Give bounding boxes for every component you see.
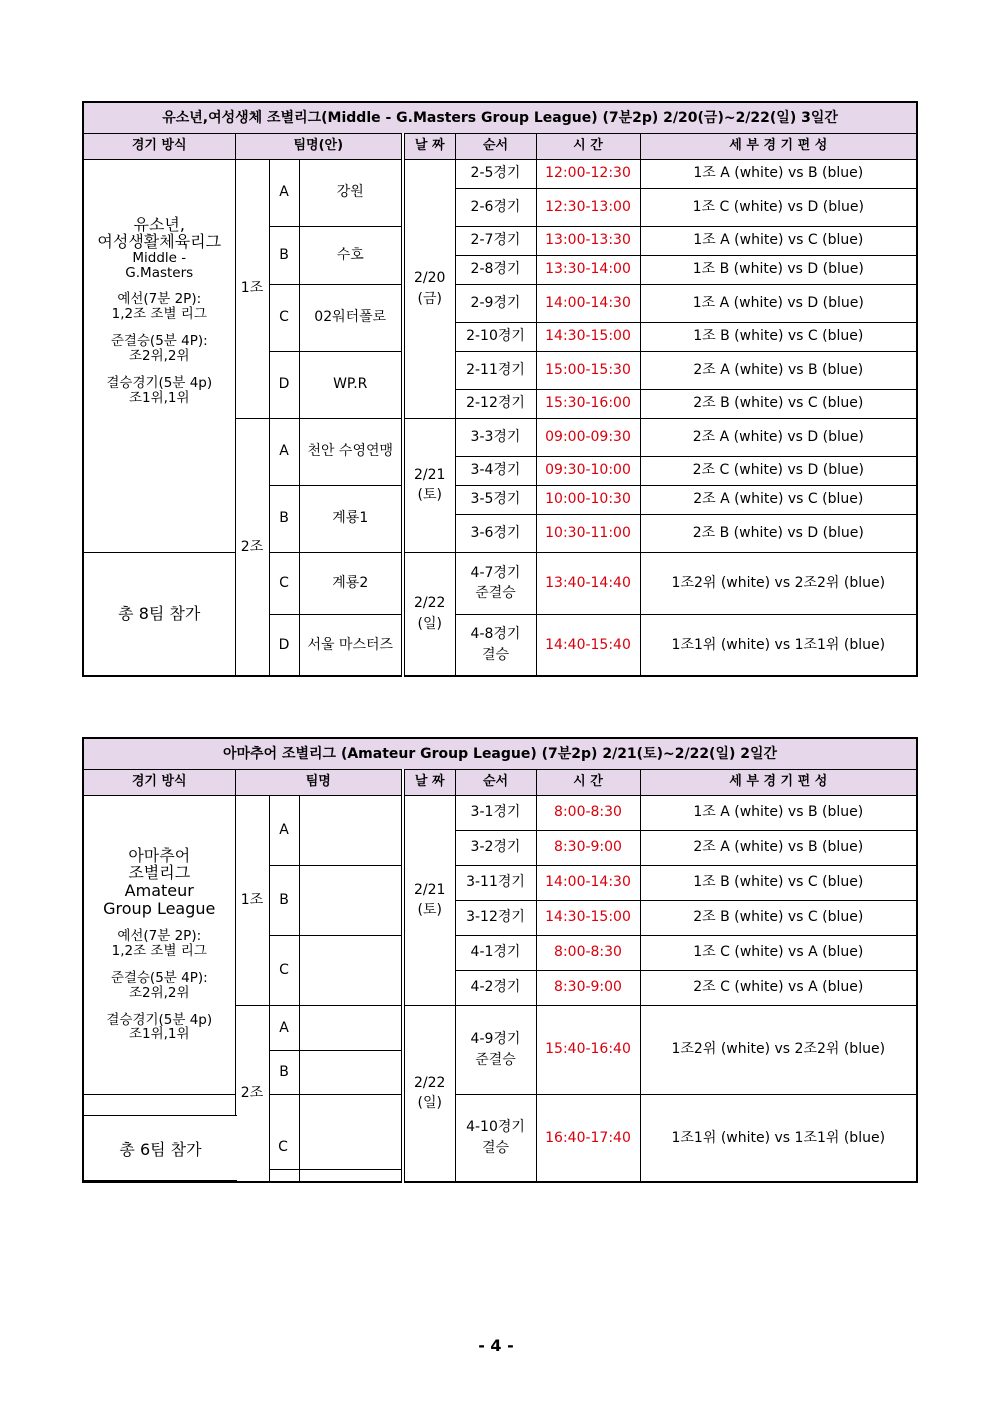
match-date (403, 552, 455, 676)
game-time: 8:30-9:00 (536, 970, 640, 1005)
game-time: 14:30-15:00 (536, 900, 640, 935)
game-detail: 2조 A (white) vs B (blue) (640, 830, 917, 865)
team-letter: C (269, 284, 299, 351)
format-line: 유소년, (133, 214, 185, 234)
game-detail: 2조 A (white) vs C (blue) (640, 485, 917, 514)
team-name-blank (300, 1105, 402, 1170)
game-order: 3-5경기 (455, 485, 536, 514)
game-detail: 1조 A (white) vs B (blue) (640, 795, 917, 830)
team-letter (269, 1005, 299, 1094)
format-line: Middle - (132, 249, 187, 266)
group-label: 1조 (235, 795, 269, 1005)
format-line: G.Masters (125, 264, 194, 281)
group-label: 2조 (235, 418, 269, 676)
team-letter: B (269, 226, 299, 284)
format-line: Amateur (124, 880, 194, 900)
team-name: WP.R (299, 351, 403, 418)
game-detail: 1조 C (white) vs A (blue) (640, 935, 917, 970)
team-name (299, 795, 403, 865)
game-round: 결승 (481, 646, 510, 663)
team-name: 계룡1 (299, 485, 403, 552)
game-time: 09:00-09:30 (536, 418, 640, 456)
format-line: 조별리그 (128, 863, 191, 883)
team-letter-value: A (270, 1006, 299, 1051)
team-name (299, 865, 403, 935)
game-order: 3-12경기 (455, 900, 536, 935)
header-order: 순서 (455, 769, 536, 795)
game-order: 2-8경기 (455, 255, 536, 284)
game-time: 13:30-14:00 (536, 255, 640, 284)
game-time: 13:00-13:30 (536, 226, 640, 255)
game-time: 8:00-8:30 (536, 795, 640, 830)
game-detail: 2조 B (white) vs C (blue) (640, 389, 917, 418)
game-order: 2-12경기 (455, 389, 536, 418)
game-order: 3-4경기 (455, 456, 536, 485)
page-number: - 4 - (478, 1336, 514, 1355)
format-line: 결승경기(5분 4p) (106, 374, 213, 391)
group-label: 1조 (235, 159, 269, 418)
middle-gmasters-schedule-table (82, 101, 918, 677)
header-format: 경기 방식 (83, 133, 235, 159)
game-time: 16:40-17:40 (536, 1094, 640, 1182)
date-day: (일) (417, 615, 442, 632)
date-value: 2/22 (414, 1074, 446, 1091)
game-order (455, 1094, 536, 1182)
game-detail: 2조 A (white) vs D (blue) (640, 418, 917, 456)
game-detail: 2조 B (white) vs D (blue) (640, 514, 917, 552)
team-name (299, 1094, 403, 1182)
game-time: 09:30-10:00 (536, 456, 640, 485)
game-detail: 2조 C (white) vs A (blue) (640, 970, 917, 1005)
format-line: 조2위,2위 (128, 347, 190, 364)
game-detail: 1조 B (white) vs C (blue) (640, 322, 917, 351)
format-description (83, 159, 235, 552)
format-line: 아마추어 (128, 845, 191, 865)
format-line: 예선(7분 2P): (117, 928, 202, 945)
format-line: 준결승(5분 4P): (110, 333, 208, 350)
date-value: 2/20 (414, 270, 446, 287)
team-letter: C (278, 1139, 288, 1155)
game-time: 8:00-8:30 (536, 935, 640, 970)
match-date (403, 795, 455, 1005)
date-day: (일) (417, 1095, 442, 1112)
team-letter: A (269, 795, 299, 865)
team-letter: C (269, 935, 299, 1005)
team-name: 천안 수영연맹 (299, 418, 403, 485)
game-order-code: 4-9경기 (470, 1031, 521, 1048)
format-line: 준결승(5분 4P): (110, 969, 208, 986)
header-format: 경기 방식 (83, 769, 235, 795)
game-detail: 1조2위 (white) vs 2조2위 (blue) (640, 552, 917, 614)
team-name: 서울 마스터즈 (299, 614, 403, 676)
header-team: 팀명(안) (235, 133, 403, 159)
team-letter: B (269, 485, 299, 552)
team-letter: C (269, 552, 299, 614)
header-date: 날 짜 (403, 769, 455, 795)
game-time: 8:30-9:00 (536, 830, 640, 865)
format-line: Group League (103, 898, 216, 918)
game-order: 2-7경기 (455, 226, 536, 255)
team-name-value (300, 1051, 402, 1094)
total-teams: 총 8팀 참가 (83, 552, 235, 676)
team-name: 02워터폴로 (299, 284, 403, 351)
header-time: 시 간 (536, 133, 640, 159)
game-detail: 1조 A (white) vs B (blue) (640, 159, 917, 188)
game-time: 14:30-15:00 (536, 322, 640, 351)
game-time: 15:40-16:40 (536, 1005, 640, 1094)
header-time: 시 간 (536, 769, 640, 795)
match-date (403, 418, 455, 552)
format-line: 여성생활체육리그 (97, 232, 222, 252)
game-time: 12:30-13:00 (536, 188, 640, 226)
game-detail: 1조 A (white) vs C (blue) (640, 226, 917, 255)
header-date: 날 짜 (403, 133, 455, 159)
game-order: 3-1경기 (455, 795, 536, 830)
format-line: 예선(7분 2P): (117, 291, 202, 308)
game-round: 결승 (481, 1139, 510, 1156)
game-detail: 2조 A (white) vs B (blue) (640, 351, 917, 389)
game-order: 2-10경기 (455, 322, 536, 351)
game-time: 10:30-11:00 (536, 514, 640, 552)
game-order: 2-6경기 (455, 188, 536, 226)
team-letter-value: B (279, 1063, 289, 1080)
game-order: 3-11경기 (455, 865, 536, 900)
game-time: 15:00-15:30 (536, 351, 640, 389)
header-team: 팀명 (235, 769, 403, 795)
date-day: (토) (417, 487, 442, 503)
game-order-code: 4-8경기 (470, 626, 521, 643)
game-time: 14:40-15:40 (536, 614, 640, 676)
total-teams-label: 총 6팀 참가 (82, 1115, 237, 1182)
team-name (299, 1005, 403, 1094)
group-label: 2조 (235, 1005, 269, 1182)
team-name-value (300, 1006, 402, 1051)
format-line: 결승경기(5분 4p) (106, 1011, 213, 1028)
game-order: 2-9경기 (455, 284, 536, 322)
team-name: 강원 (299, 159, 403, 226)
team-name (299, 935, 403, 1005)
match-date (403, 159, 455, 418)
header-detail: 세 부 경 기 편 성 (640, 769, 917, 795)
game-order (455, 614, 536, 676)
game-round: 준결승 (475, 585, 516, 601)
game-time: 15:30-16:00 (536, 389, 640, 418)
table-title: 유소년,여성생체 조별리그(Middle - G.Masters Group League) (7분2p) 2/20(금)~2/22(일) 3일간 (83, 102, 917, 133)
game-time: 12:00-12:30 (536, 159, 640, 188)
format-line: 1,2조 조별 리그 (111, 943, 207, 959)
game-detail: 1조 A (white) vs D (blue) (640, 284, 917, 322)
game-order: 4-1경기 (455, 935, 536, 970)
team-name: 계룡2 (299, 552, 403, 614)
game-order: 3-2경기 (455, 830, 536, 865)
format-line: 조2위,2위 (128, 984, 190, 1001)
game-detail: 1조2위 (white) vs 2조2위 (blue) (640, 1005, 917, 1094)
game-time: 14:00-14:30 (536, 865, 640, 900)
table-title: 아마추어 조별리그 (Amateur Group League) (7분2p) 2/21(토)~2/22(일) 2일간 (83, 738, 917, 769)
team-letter: A (269, 418, 299, 485)
format-line: 1,2조 조별 리그 (111, 306, 207, 323)
game-detail: 2조 C (white) vs D (blue) (640, 456, 917, 485)
date-day: (토) (417, 902, 442, 918)
format-line: 조1위,1위 (128, 389, 190, 406)
game-order: 3-3경기 (455, 418, 536, 456)
date-day: (금) (417, 290, 442, 307)
format-line: 조1위,1위 (128, 1026, 190, 1043)
team-letter: B (269, 865, 299, 935)
game-order (455, 1005, 536, 1094)
game-order: 4-2경기 (455, 970, 536, 1005)
game-detail: 1조 B (white) vs D (blue) (640, 255, 917, 284)
format-description (83, 795, 235, 1094)
game-detail: 1조1위 (white) vs 1조1위 (blue) (640, 614, 917, 676)
date-value: 2/22 (414, 595, 446, 612)
match-date (403, 1005, 455, 1182)
team-name: 수호 (299, 226, 403, 284)
game-detail: 1조 B (white) vs C (blue) (640, 865, 917, 900)
date-value: 2/21 (414, 881, 446, 898)
header-order: 순서 (455, 133, 536, 159)
game-time: 13:40-14:40 (536, 552, 640, 614)
game-detail: 2조 B (white) vs C (blue) (640, 900, 917, 935)
game-time: 14:00-14:30 (536, 284, 640, 322)
game-order: 3-6경기 (455, 514, 536, 552)
game-detail: 1조1위 (white) vs 1조1위 (blue) (640, 1094, 917, 1182)
game-order (455, 552, 536, 614)
team-letter: D (269, 351, 299, 418)
header-detail: 세 부 경 기 편 성 (640, 133, 917, 159)
game-round: 준결승 (475, 1051, 516, 1068)
date-value: 2/21 (414, 466, 446, 483)
game-order-code: 4-10경기 (466, 1119, 525, 1136)
game-time: 10:00-10:30 (536, 485, 640, 514)
game-order-code: 4-7경기 (470, 564, 521, 581)
game-order: 2-5경기 (455, 159, 536, 188)
game-order: 2-11경기 (455, 351, 536, 389)
team-letter: A (269, 159, 299, 226)
game-detail: 1조 C (white) vs D (blue) (640, 188, 917, 226)
team-letter: D (269, 614, 299, 676)
